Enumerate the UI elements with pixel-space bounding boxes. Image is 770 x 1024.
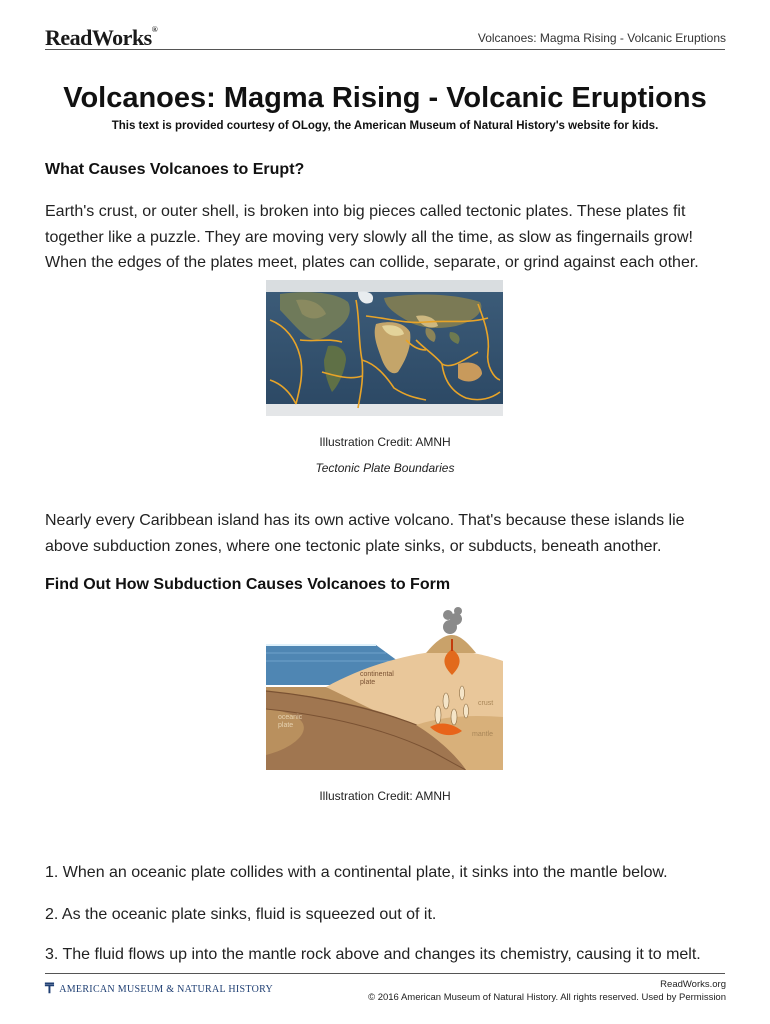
paragraph-line: together like a puzzle. They are moving very slowly all the time, as slow as fingernails grow!: [45, 228, 693, 246]
footer-site: ReadWorks.org: [660, 979, 726, 990]
step-2: 2. As the oceanic plate sinks, fluid is squeezed out of it.: [45, 906, 437, 923]
paragraph-line: Nearly every Caribbean island has its own active volcano. That's because these islands lie: [45, 512, 685, 529]
footer-divider: [45, 973, 725, 974]
header-divider: [45, 49, 725, 50]
figure2-credit: Illustration Credit: AMNH: [319, 789, 451, 803]
running-title: Volcanoes: Magma Rising - Volcanic Eruptions: [477, 31, 726, 45]
amnh-logo: [45, 981, 273, 998]
paragraph-caribbean: [45, 508, 730, 559]
label-continental: continental: [360, 671, 394, 678]
figure1-caption: Tectonic Plate Boundaries: [315, 461, 455, 475]
section-heading-erupt: What Causes Volcanoes to Erupt?: [45, 161, 305, 178]
footer-copyright: © 2016 American Museum of Natural History. All rights reserved. Used by Permission: [368, 992, 726, 1003]
tectonic-plate-map-image: [266, 280, 503, 416]
page-title: Volcanoes: Magma Rising - Volcanic Eruptions: [63, 82, 707, 114]
label-continental-plate: plate: [360, 679, 376, 686]
figure1-credit: Illustration Credit: AMNH: [319, 435, 451, 449]
paragraph-line: When the edges of the plates meet, plates can collide, separate, or grind against each other.: [45, 254, 699, 271]
label-mantle: mantle: [472, 731, 494, 738]
amnh-name: AMERICAN MUSEUM & NATURAL HISTORY: [59, 984, 274, 995]
paragraph-line: Earth's crust, or outer shell, is broken into big pieces called tectonic plates. These plates fit: [45, 203, 686, 220]
section-heading-subduction: Find Out How Subduction Causes Volcanoes to Form: [45, 576, 451, 593]
readworks-logo: ReadWorks®: [45, 25, 158, 50]
courtesy-note: This text is provided courtesy of OLogy, the American Museum of Natural History's website for kids.: [111, 120, 659, 132]
subduction-diagram-image: [266, 605, 503, 770]
label-oceanic-plate: plate: [278, 722, 294, 729]
label-crust: crust: [478, 700, 494, 707]
step-3: 3. The fluid flows up into the mantle rock above and changes its chemistry, causing it to melt.: [45, 946, 701, 963]
paragraph-tectonic-plates: [45, 199, 730, 276]
paragraph-line: above subduction zones, where one tectonic plate sinks, or subducts, beneath another.: [45, 537, 662, 555]
amnh-emblem-icon: ₸: [45, 982, 55, 997]
step-1: 1. When an oceanic plate collides with a continental plate, it sinks into the mantle below.: [45, 864, 668, 881]
label-oceanic: oceanic: [278, 714, 303, 721]
